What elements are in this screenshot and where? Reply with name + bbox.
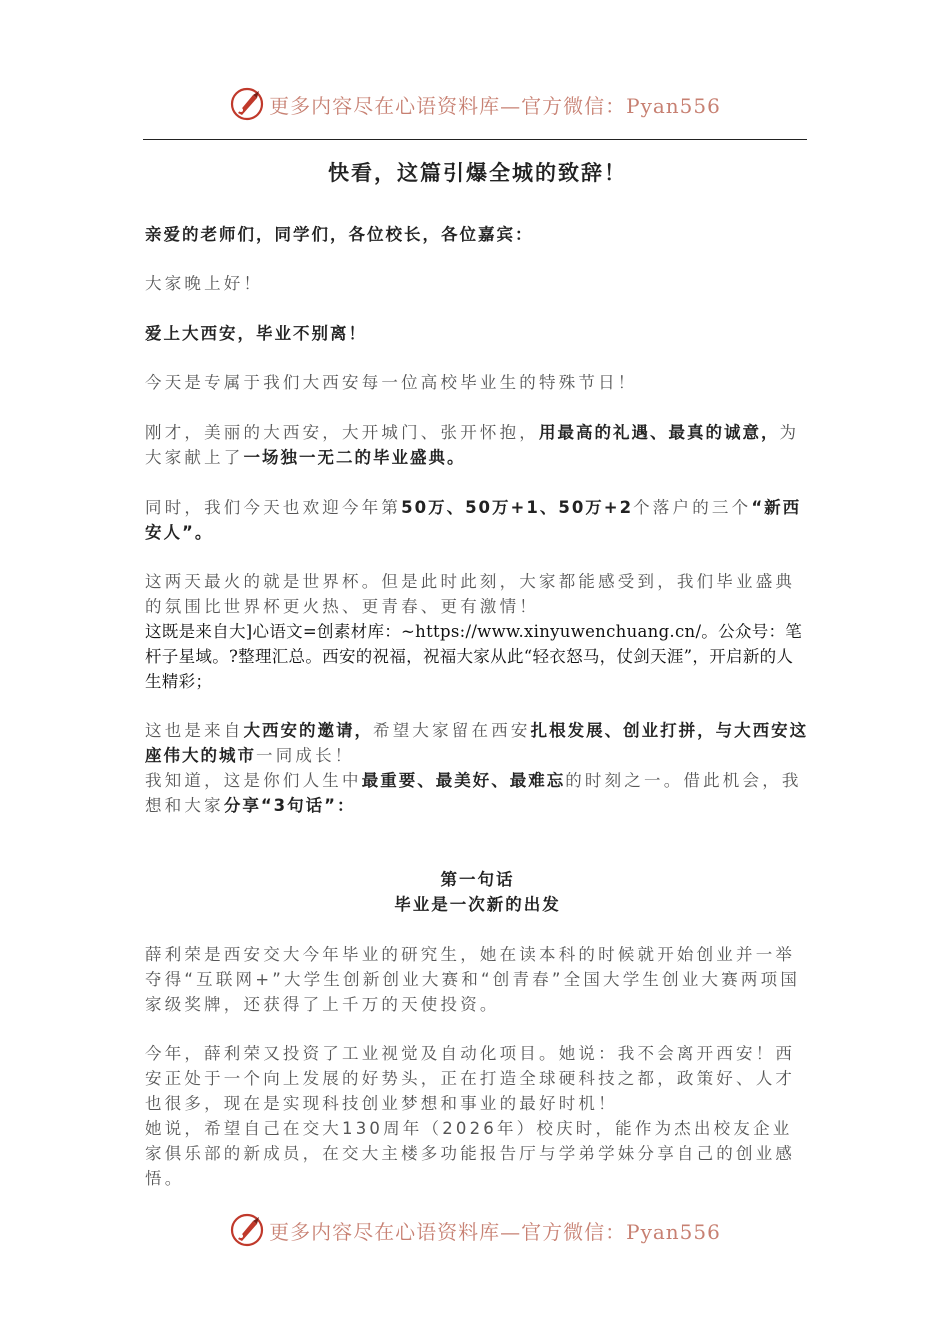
paragraph-anniversary: 她说，希望自己在交大130周年（2026年）校庆时，能作为杰出校友企业家俱乐部的新成员，在交大主楼多功能报告厅与学弟学妹分享自己的创业感悟。 xyxy=(145,1119,796,1188)
quill-logo-icon xyxy=(229,1212,265,1248)
paragraph-project: 今年，薛利荣又投资了工业视觉及自动化项目。她说：我不会离开西安！西安正处于一个向上发展的好势头，正在打造全球硬科技之都，政策好、人才也很多，现在是实现科技创业梦想和事业的最好时机！ xyxy=(145,1044,796,1113)
section-heading: 第一句话 xyxy=(440,870,515,889)
watermark-text: 更多内容尽在心语资料库—官方微信：Pyan556 xyxy=(269,1219,721,1244)
header-divider xyxy=(143,139,807,140)
header-watermark xyxy=(0,84,950,124)
slogan: 爱上大西安，毕业不别离！ xyxy=(145,324,367,343)
paragraph-blessing: 这既是来自大]心语文=创素材库：~https://www.xinyuwenchuang.cn/。公众号：笔杆子星域。?整理汇总。西安的祝福，祝福大家从此“轻衣怒马，仗剑天涯”，开启新的人生精彩； xyxy=(145,622,803,691)
greeting: 大家晚上好！ xyxy=(145,274,264,293)
document-title: 快看，这篇引爆全城的致辞！ xyxy=(328,161,627,185)
document-body xyxy=(145,150,810,1188)
paragraph-special-day: 今天是专属于我们大西安每一位高校毕业生的特殊节日！ xyxy=(145,373,638,392)
paragraph-three-sentences: 我知道，这是你们人生中最重要、最美好、最难忘的时刻之一。借此机会，我想和大家分享“3句话”： xyxy=(145,771,802,815)
paragraph-ceremony: 刚才，美丽的大西安，大开城门、张开怀抱，用最高的礼遇、最真的诚意，为大家献上了一场独一无二的毕业盛典。 xyxy=(145,423,800,467)
paragraph-new-residents: 同时，我们今天也欢迎今年第50万、50万+1、50万+2个落户的三个“新西安人”。 xyxy=(145,498,802,542)
paragraph-xue-lirong: 薛利荣是西安交大今年毕业的研究生，她在读本科的时候就开始创业并一举夺得“互联网+”大学生创新创业大赛和“创青春”全国大学生创业大赛两项国家级奖牌，还获得了上千万的天使投资。 xyxy=(145,945,801,1014)
section-subheading: 毕业是一次新的出发 xyxy=(394,895,561,914)
paragraph-invitation: 这也是来自大西安的邀请，希望大家留在西安扎根发展、创业打拼，与大西安这座伟大的城市一同成长！ xyxy=(145,721,809,765)
watermark-text: 更多内容尽在心语资料库—官方微信：Pyan556 xyxy=(269,93,721,118)
footer-watermark xyxy=(0,1210,950,1250)
quill-logo-icon xyxy=(229,86,265,122)
salutation: 亲爱的老师们，同学们，各位校长，各位嘉宾： xyxy=(145,225,534,244)
paragraph-world-cup: 这两天最火的就是世界杯。但是此时此刻，大家都能感受到，我们毕业盛典的氛围比世界杯更火热、更青春、更有激情！ xyxy=(145,572,796,616)
